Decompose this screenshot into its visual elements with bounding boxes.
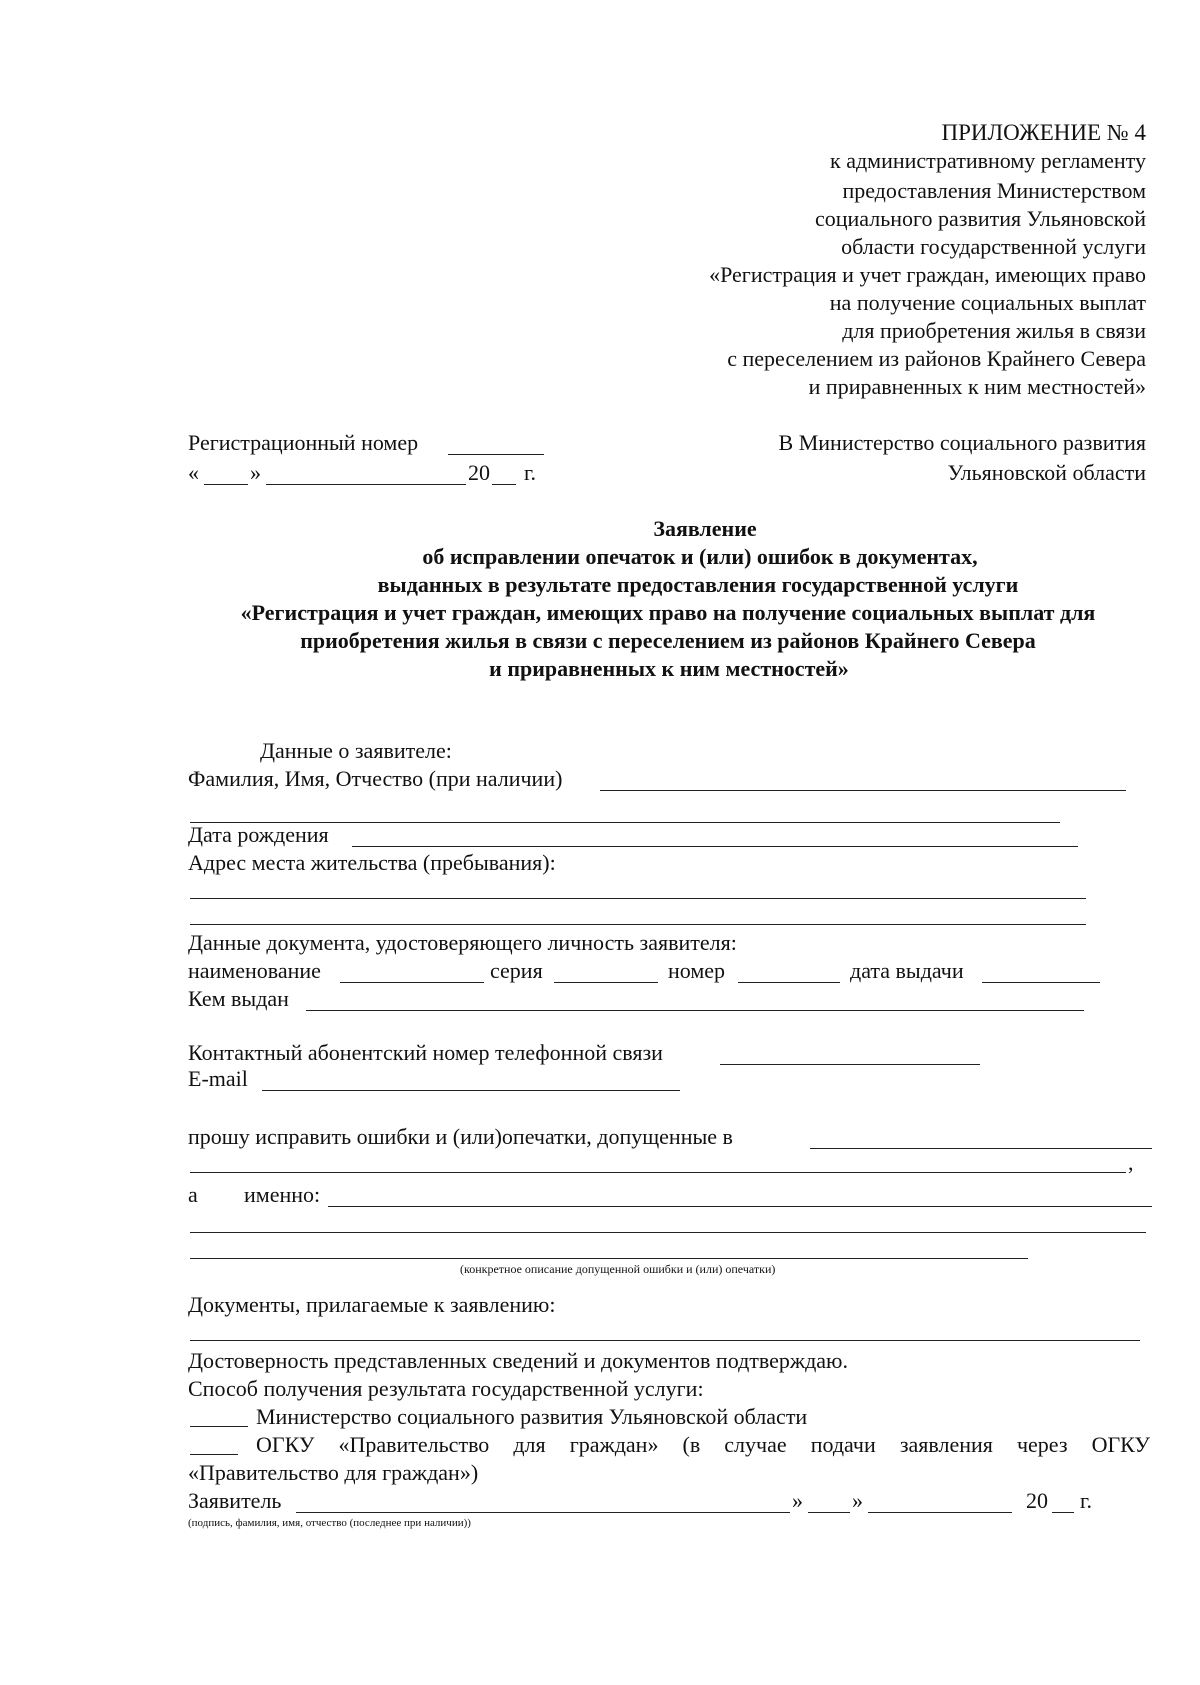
signature-year-field[interactable]	[1052, 1490, 1074, 1513]
email-label: E-mail	[188, 1066, 248, 1091]
error-description-field-continued[interactable]	[190, 1210, 1146, 1233]
appendix-line: для приобретения жилья в связи	[842, 318, 1146, 343]
id-name-field[interactable]	[340, 960, 484, 983]
registration-number-label: Регистрационный номер	[188, 430, 419, 455]
signature-field[interactable]	[296, 1490, 790, 1513]
email-field[interactable]	[262, 1068, 680, 1091]
request-comma: ,	[1128, 1150, 1134, 1175]
appendix-line: к административному регламенту	[830, 148, 1146, 173]
appendix-title: ПРИЛОЖЕНИЕ № 4	[941, 120, 1146, 145]
error-description-field[interactable]	[328, 1184, 1152, 1207]
delivery-option-ministry-mark[interactable]	[190, 1404, 248, 1427]
id-issued-by-field[interactable]	[306, 988, 1084, 1011]
fio-field[interactable]	[600, 768, 1126, 791]
namely-a: а	[188, 1182, 198, 1207]
birth-date-field[interactable]	[352, 824, 1078, 847]
delivery-option-ogku-label-continued: «Правительство для граждан»)	[188, 1460, 479, 1485]
form-title: Заявление	[653, 516, 757, 541]
id-issued-by-label: Кем выдан	[188, 986, 289, 1011]
appendix-line: с переселением из районов Крайнего Севера	[727, 346, 1146, 371]
attachments-label: Документы, прилагаемые к заявлению:	[188, 1292, 556, 1317]
registration-date-open-quote: «	[188, 460, 199, 485]
appendix-line: социального развития Ульяновской	[814, 206, 1146, 231]
id-number-label: номер	[668, 958, 726, 983]
appendix-line: на получение социальных выплат	[829, 290, 1146, 315]
registration-number-field[interactable]	[448, 432, 544, 455]
form-title-line: об исправлении опечаток и (или) ошибок в документах,	[422, 544, 978, 569]
appendix-line: области государственной услуги	[841, 234, 1146, 259]
error-description-field-continued[interactable]	[190, 1236, 1028, 1259]
request-document-field[interactable]	[810, 1126, 1152, 1149]
signature-label: Заявитель	[188, 1488, 282, 1513]
attachments-field[interactable]	[190, 1318, 1140, 1341]
registration-date-close-quote: »	[250, 460, 261, 485]
appendix-line: «Регистрация и учет граждан, имеющих право	[709, 262, 1146, 287]
form-title-line: выданных в результате предоставления государственной услуги	[377, 572, 1019, 597]
delivery-label: Способ получения результата государственной услуги:	[188, 1376, 704, 1401]
signature-hint: (подпись, фамилия, имя, отчество (последнее при наличии))	[188, 1517, 471, 1529]
addressee-line: В Министерство социального развития	[778, 430, 1146, 455]
request-document-field-continued[interactable]	[190, 1150, 1126, 1173]
error-description-hint: (конкретное описание допущенной ошибки и (или) опечатки)	[460, 1262, 776, 1276]
signature-date-close-quote: »	[792, 1488, 803, 1513]
delivery-option-ogku-label: ОГКУ «Правительство для граждан» (в случае подачи заявления через ОГКУ	[256, 1432, 1150, 1457]
id-document-section-label: Данные документа, удостоверяющего личность заявителя:	[188, 930, 737, 955]
id-number-field[interactable]	[738, 960, 840, 983]
delivery-option-ogku-mark[interactable]	[190, 1432, 238, 1455]
id-issue-date-field[interactable]	[982, 960, 1100, 983]
signature-month-field[interactable]	[868, 1490, 1012, 1513]
form-title-line: «Регистрация и учет граждан, имеющих право на получение социальных выплат для	[240, 600, 1096, 625]
birth-date-label: Дата рождения	[188, 822, 329, 847]
registration-year-prefix: 20	[468, 460, 490, 485]
registration-year-field[interactable]	[492, 462, 516, 485]
registration-year-suffix: г.	[524, 460, 537, 485]
form-title-line: и приравненных к ним местностей»	[489, 656, 849, 681]
appendix-line: и приравненных к ним местностей»	[808, 374, 1146, 399]
delivery-option-ministry-label: Министерство социального развития Ульяновской области	[256, 1404, 808, 1429]
address-field[interactable]	[190, 876, 1086, 899]
request-text: прошу исправить ошибки и (или)опечатки, допущенные в	[188, 1124, 733, 1149]
namely-label: именно:	[244, 1182, 321, 1207]
signature-year-prefix: 20	[1026, 1488, 1048, 1513]
fio-field-continued[interactable]	[190, 800, 1060, 823]
registration-day-field[interactable]	[204, 462, 248, 485]
appendix-line: предоставления Министерством	[842, 178, 1146, 203]
id-series-field[interactable]	[554, 960, 658, 983]
id-series-label: серия	[490, 958, 543, 983]
phone-field[interactable]	[720, 1042, 980, 1065]
address-field-continued[interactable]	[190, 902, 1086, 925]
id-name-label: наименование	[188, 958, 321, 983]
addressee-line: Ульяновской области	[947, 460, 1146, 485]
confirmation-text: Достоверность представленных сведений и документов подтверждаю.	[188, 1348, 848, 1373]
phone-label: Контактный абонентский номер телефонной связи	[188, 1040, 663, 1065]
id-issue-date-label: дата выдачи	[850, 958, 964, 983]
signature-year-suffix: г.	[1080, 1488, 1093, 1513]
applicant-section-label: Данные о заявителе:	[260, 738, 452, 763]
signature-month-open: »	[852, 1488, 863, 1513]
address-label: Адрес места жительства (пребывания):	[188, 850, 556, 875]
fio-label: Фамилия, Имя, Отчество (при наличии)	[188, 766, 563, 791]
form-title-line: приобретения жилья в связи с переселением из районов Крайнего Севера	[300, 628, 1036, 653]
signature-day-field[interactable]	[808, 1490, 850, 1513]
registration-month-field[interactable]	[266, 462, 466, 485]
